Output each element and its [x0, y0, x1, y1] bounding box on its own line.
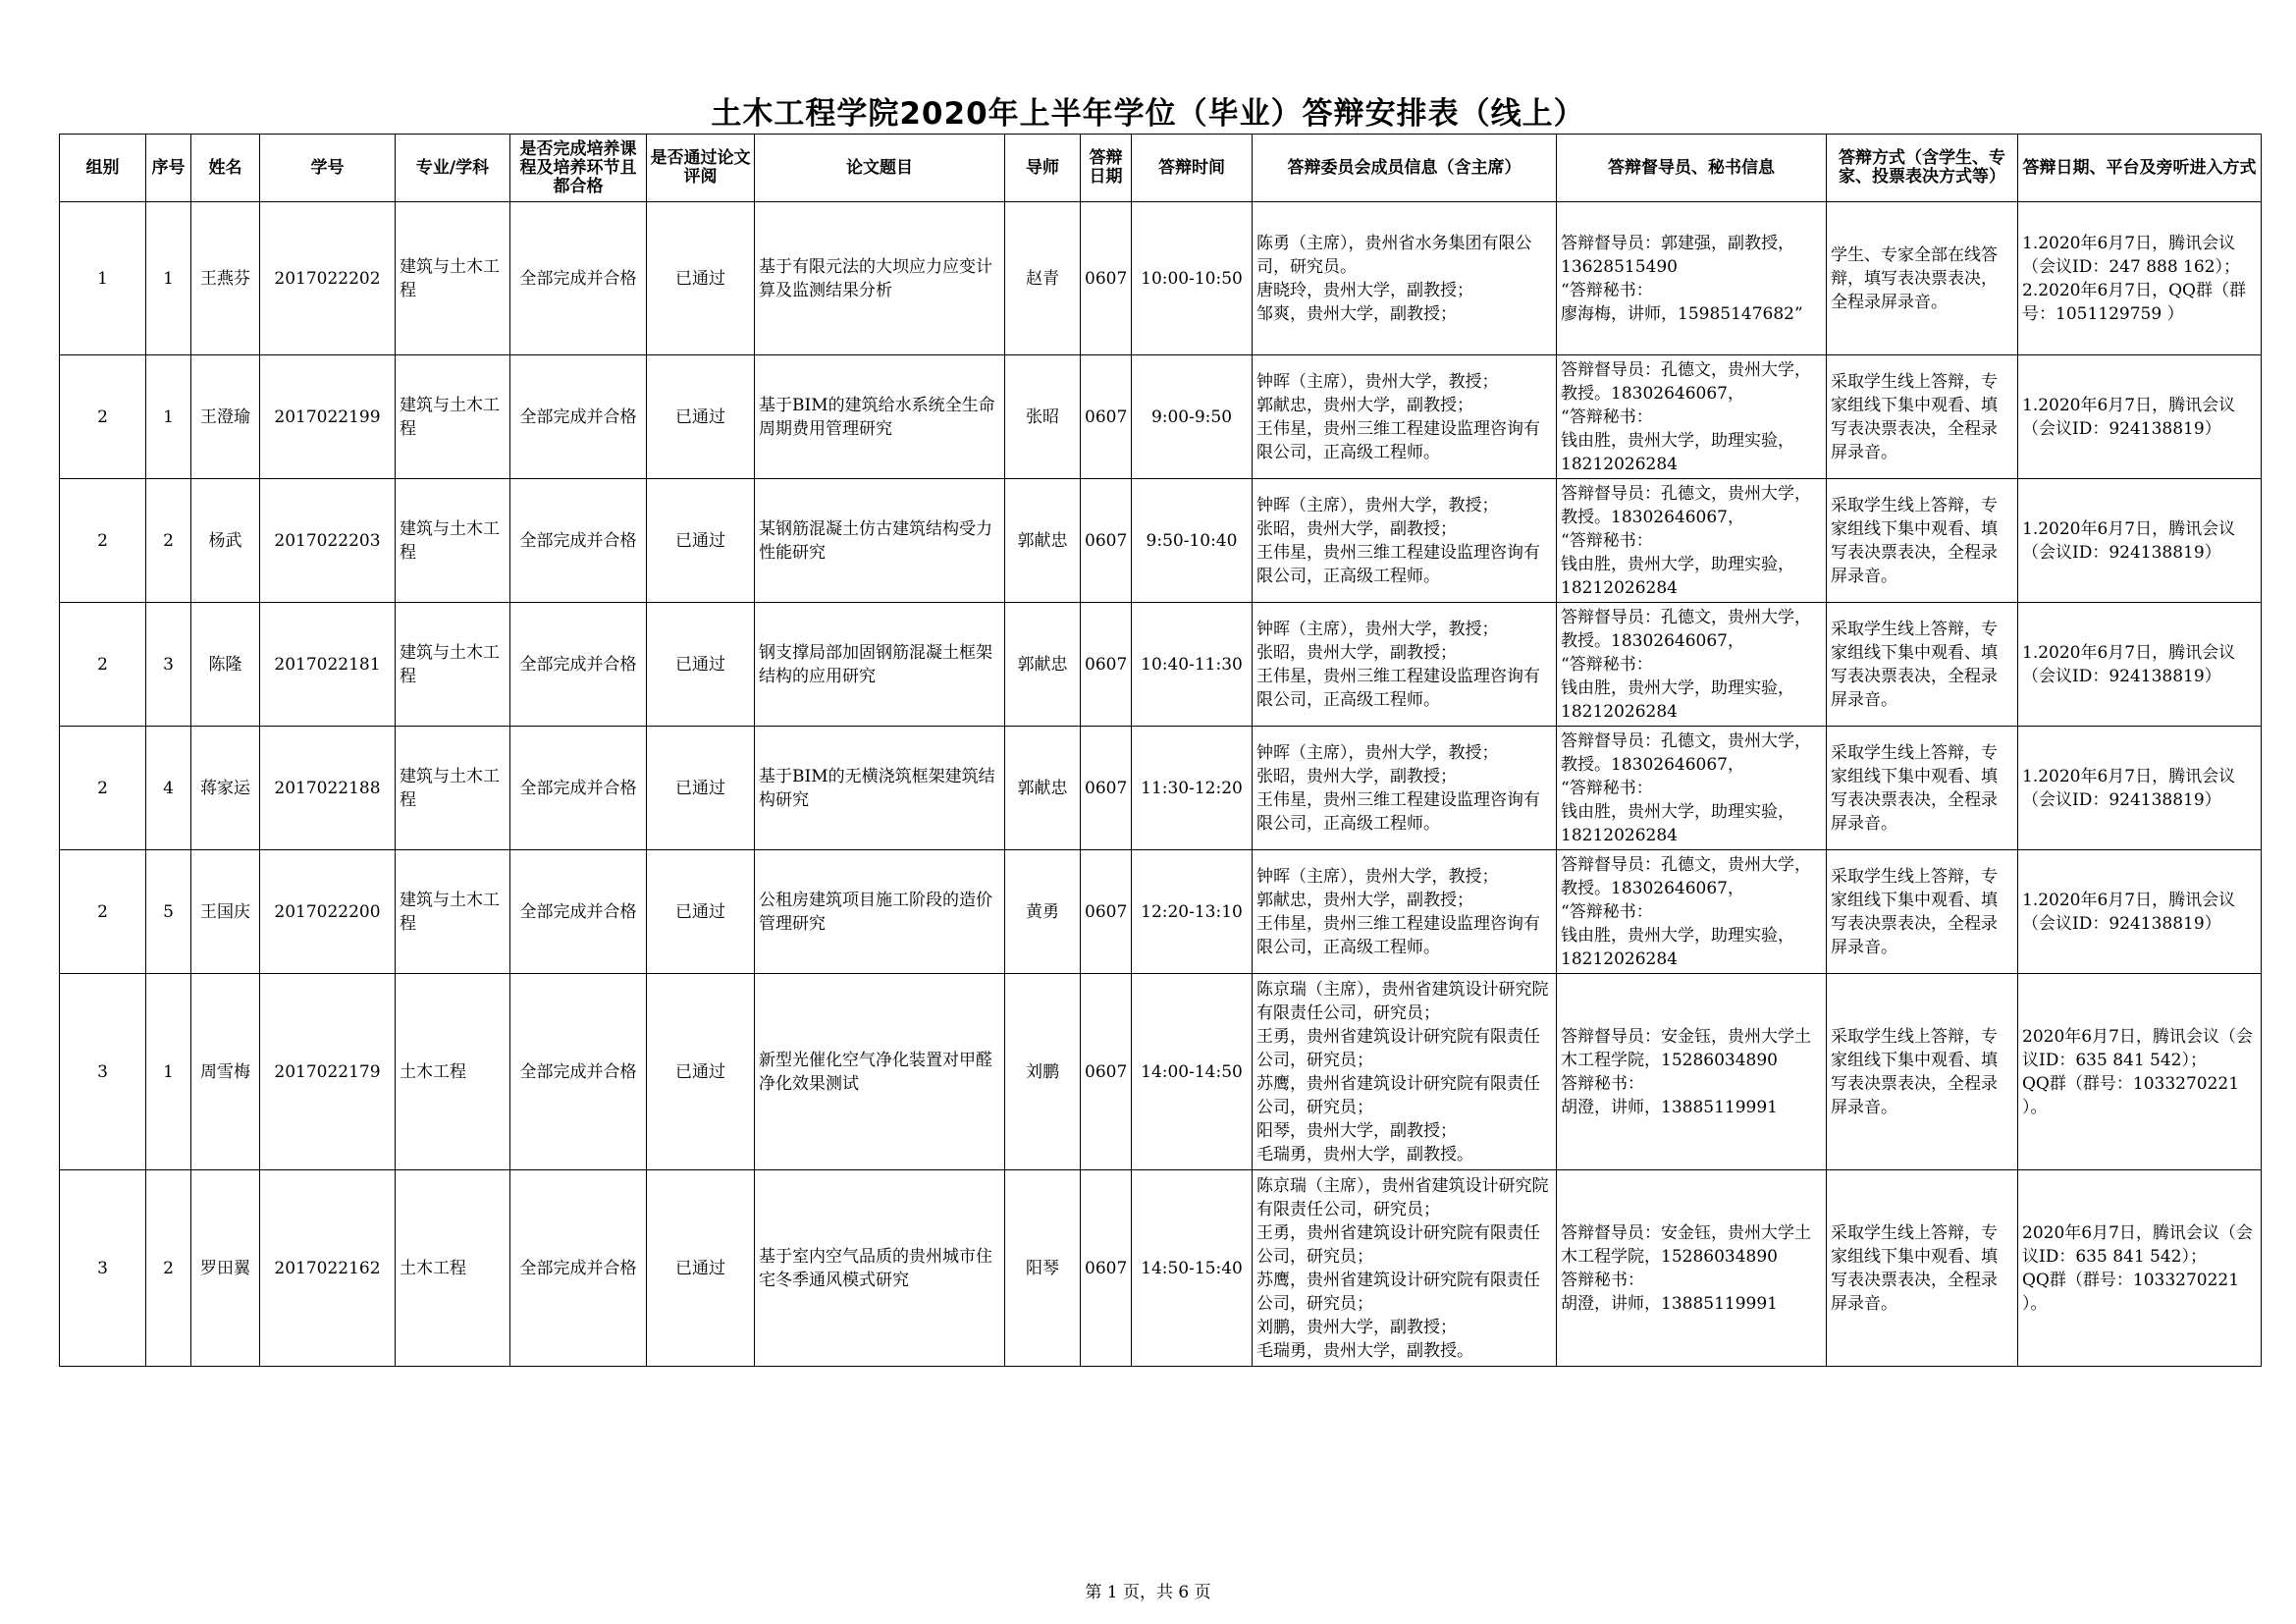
- cell-advisor: 黄勇: [1005, 850, 1081, 974]
- table-row: [60, 603, 2262, 727]
- cell-thesis: 基于BIM的建筑给水系统全生命周期费用管理研究: [755, 355, 1005, 479]
- cell-method: 采取学生线上答辩，专家组线下集中观看、填写表决票表决，全程录屏录音。: [1827, 974, 2018, 1170]
- col-header-seq: 序号: [146, 135, 191, 202]
- cell-time: 12:20-13:10: [1132, 850, 1253, 974]
- cell-platform: 1.2020年6月7日，腾讯会议（会议ID：924138819）: [2018, 603, 2262, 727]
- cell-time: 11:30-12:20: [1132, 727, 1253, 850]
- cell-advisor: 郭献忠: [1005, 727, 1081, 850]
- cell-committee: 钟晖（主席），贵州大学，教授； 郭献忠，贵州大学，副教授； 王伟星，贵州三维工程建设监理咨询有限公司，正高级工程师。: [1253, 850, 1557, 974]
- cell-time: 14:00-14:50: [1132, 974, 1253, 1170]
- cell-committee: 钟晖（主席），贵州大学，教授； 张昭，贵州大学，副教授； 王伟星，贵州三维工程建设监理咨询有限公司，正高级工程师。: [1253, 479, 1557, 603]
- cell-platform: 1.2020年6月7日，腾讯会议（会议ID：924138819）: [2018, 850, 2262, 974]
- cell-review: 已通过: [647, 727, 755, 850]
- table-row: [60, 479, 2262, 603]
- cell-method: 采取学生线上答辩，专家组线下集中观看、填写表决票表决，全程录屏录音。: [1827, 1170, 2018, 1367]
- col-header-platform: 答辩日期、平台及旁听进入方式: [2018, 135, 2262, 202]
- cell-courses: 全部完成并合格: [510, 974, 647, 1170]
- cell-seq: 5: [146, 850, 191, 974]
- col-header-group: 组别: [60, 135, 146, 202]
- col-header-advisor: 导师: [1005, 135, 1081, 202]
- cell-review: 已通过: [647, 603, 755, 727]
- cell-supervisor: 答辩督导员：孔德文，贵州大学，教授。18302646067， “答辩秘书： 钱由胜，贵州大学，助理实验，18212026284: [1557, 355, 1827, 479]
- cell-review: 已通过: [647, 479, 755, 603]
- cell-time: 10:40-11:30: [1132, 603, 1253, 727]
- cell-method: 采取学生线上答辩，专家组线下集中观看、填写表决票表决，全程录屏录音。: [1827, 355, 2018, 479]
- cell-seq: 4: [146, 727, 191, 850]
- cell-group: 2: [60, 850, 146, 974]
- col-header-date: 答辩日期: [1081, 135, 1132, 202]
- page-footer: 第 1 页，共 6 页: [1085, 1583, 1211, 1602]
- col-header-courses: 是否完成培养课程及培养环节且都合格: [510, 135, 647, 202]
- col-header-supervisor: 答辩督导员、秘书信息: [1557, 135, 1827, 202]
- cell-platform: 2020年6月7日，腾讯会议（会议ID：635 841 542）； QQ群（群号：1033270221 ）。: [2018, 1170, 2262, 1367]
- cell-student-id: 2017022179: [260, 974, 396, 1170]
- cell-date: 0607: [1081, 850, 1132, 974]
- cell-courses: 全部完成并合格: [510, 202, 647, 355]
- cell-method: 学生、专家全部在线答辩，填写表决票表决，全程录屏录音。: [1827, 202, 2018, 355]
- table-row: [60, 727, 2262, 850]
- cell-name: 王澄瑜: [191, 355, 260, 479]
- cell-advisor: 郭献忠: [1005, 479, 1081, 603]
- cell-courses: 全部完成并合格: [510, 727, 647, 850]
- cell-student-id: 2017022181: [260, 603, 396, 727]
- cell-supervisor: 答辩督导员：孔德文，贵州大学，教授。18302646067， “答辩秘书： 钱由胜，贵州大学，助理实验，18212026284: [1557, 850, 1827, 974]
- cell-student-id: 2017022202: [260, 202, 396, 355]
- cell-committee: 钟晖（主席），贵州大学，教授； 张昭，贵州大学，副教授； 王伟星，贵州三维工程建设监理咨询有限公司，正高级工程师。: [1253, 727, 1557, 850]
- col-header-review: 是否通过论文评阅: [647, 135, 755, 202]
- col-header-student-id: 学号: [260, 135, 396, 202]
- cell-courses: 全部完成并合格: [510, 850, 647, 974]
- cell-time: 9:50-10:40: [1132, 479, 1253, 603]
- page-title: 土木工程学院2020年上半年学位（毕业）答辩安排表（线上）: [711, 96, 1585, 132]
- cell-group: 1: [60, 202, 146, 355]
- cell-method: 采取学生线上答辩，专家组线下集中观看、填写表决票表决，全程录屏录音。: [1827, 603, 2018, 727]
- cell-supervisor: 答辩督导员：郭建强，副教授，13628515490 “答辩秘书： 廖海梅，讲师，15985147682”: [1557, 202, 1827, 355]
- cell-student-id: 2017022200: [260, 850, 396, 974]
- cell-platform: 1.2020年6月7日，腾讯会议（会议ID：924138819）: [2018, 479, 2262, 603]
- cell-name: 罗田翼: [191, 1170, 260, 1367]
- cell-advisor: 赵青: [1005, 202, 1081, 355]
- cell-name: 王国庆: [191, 850, 260, 974]
- cell-time: 10:00-10:50: [1132, 202, 1253, 355]
- cell-committee: 陈京瑞（主席），贵州省建筑设计研究院有限责任公司，研究员； 王勇，贵州省建筑设计研究院有限责任公司，研究员； 苏鹰，贵州省建筑设计研究院有限责任公司，研究员； 阳琴，贵州大学，副教授； 毛瑞勇，贵州大学，副教授。: [1253, 974, 1557, 1170]
- cell-seq: 2: [146, 479, 191, 603]
- cell-group: 2: [60, 355, 146, 479]
- cell-group: 2: [60, 727, 146, 850]
- cell-date: 0607: [1081, 1170, 1132, 1367]
- cell-seq: 1: [146, 202, 191, 355]
- cell-thesis: 基于有限元法的大坝应力应变计算及监测结果分析: [755, 202, 1005, 355]
- cell-committee: 陈勇（主席），贵州省水务集团有限公司，研究员。 唐晓玲，贵州大学，副教授； 邹爽，贵州大学，副教授；: [1253, 202, 1557, 355]
- cell-group: 2: [60, 603, 146, 727]
- cell-thesis: 钢支撑局部加固钢筋混凝土框架结构的应用研究: [755, 603, 1005, 727]
- cell-date: 0607: [1081, 603, 1132, 727]
- cell-supervisor: 答辩督导员：孔德文，贵州大学，教授。18302646067， “答辩秘书： 钱由胜，贵州大学，助理实验，18212026284: [1557, 727, 1827, 850]
- cell-method: 采取学生线上答辩，专家组线下集中观看、填写表决票表决，全程录屏录音。: [1827, 850, 2018, 974]
- cell-committee: 陈京瑞（主席），贵州省建筑设计研究院有限责任公司，研究员； 王勇，贵州省建筑设计研究院有限责任公司，研究员； 苏鹰，贵州省建筑设计研究院有限责任公司，研究员； 刘鹏，贵州大学，副教授； 毛瑞勇，贵州大学，副教授。: [1253, 1170, 1557, 1367]
- cell-seq: 1: [146, 974, 191, 1170]
- cell-advisor: 郭献忠: [1005, 603, 1081, 727]
- cell-courses: 全部完成并合格: [510, 355, 647, 479]
- schedule-table: [59, 134, 2262, 1367]
- col-header-major: 专业/学科: [396, 135, 510, 202]
- cell-platform: 1.2020年6月7日，腾讯会议（会议ID：924138819）: [2018, 355, 2262, 479]
- cell-student-id: 2017022203: [260, 479, 396, 603]
- cell-group: 3: [60, 1170, 146, 1367]
- table-row: [60, 1170, 2262, 1367]
- cell-group: 3: [60, 974, 146, 1170]
- cell-name: 周雪梅: [191, 974, 260, 1170]
- cell-date: 0607: [1081, 479, 1132, 603]
- cell-review: 已通过: [647, 850, 755, 974]
- cell-major: 建筑与土木工程: [396, 603, 510, 727]
- cell-major: 建筑与土木工程: [396, 355, 510, 479]
- cell-method: 采取学生线上答辩，专家组线下集中观看、填写表决票表决，全程录屏录音。: [1827, 727, 2018, 850]
- cell-time: 14:50-15:40: [1132, 1170, 1253, 1367]
- cell-courses: 全部完成并合格: [510, 479, 647, 603]
- cell-major: 建筑与土木工程: [396, 202, 510, 355]
- cell-student-id: 2017022188: [260, 727, 396, 850]
- cell-date: 0607: [1081, 355, 1132, 479]
- cell-courses: 全部完成并合格: [510, 603, 647, 727]
- table-row: [60, 850, 2262, 974]
- cell-review: 已通过: [647, 974, 755, 1170]
- cell-major: 建筑与土木工程: [396, 727, 510, 850]
- cell-date: 0607: [1081, 974, 1132, 1170]
- cell-group: 2: [60, 479, 146, 603]
- cell-platform: 1.2020年6月7日，腾讯会议（会议ID：924138819）: [2018, 727, 2262, 850]
- cell-supervisor: 答辩督导员：安金钰，贵州大学土木工程学院，15286034890 答辩秘书： 胡澄，讲师，13885119991: [1557, 1170, 1827, 1367]
- cell-thesis: 新型光催化空气净化装置对甲醛净化效果测试: [755, 974, 1005, 1170]
- cell-major: 土木工程: [396, 974, 510, 1170]
- col-header-time: 答辩时间: [1132, 135, 1253, 202]
- col-header-name: 姓名: [191, 135, 260, 202]
- cell-name: 王燕芬: [191, 202, 260, 355]
- table-row: [60, 974, 2262, 1170]
- cell-thesis: 公租房建筑项目施工阶段的造价管理研究: [755, 850, 1005, 974]
- cell-review: 已通过: [647, 202, 755, 355]
- cell-thesis: 基于室内空气品质的贵州城市住宅冬季通风模式研究: [755, 1170, 1005, 1367]
- col-header-committee: 答辩委员会成员信息（含主席）: [1253, 135, 1557, 202]
- cell-platform: 1.2020年6月7日，腾讯会议（会议ID：247 888 162）； 2.2020年6月7日，QQ群（群号：1051129759 ）: [2018, 202, 2262, 355]
- cell-time: 9:00-9:50: [1132, 355, 1253, 479]
- cell-method: 采取学生线上答辩，专家组线下集中观看、填写表决票表决，全程录屏录音。: [1827, 479, 2018, 603]
- table-row: [60, 202, 2262, 355]
- cell-review: 已通过: [647, 1170, 755, 1367]
- cell-name: 蒋家运: [191, 727, 260, 850]
- cell-supervisor: 答辩督导员：安金钰，贵州大学土木工程学院，15286034890 答辩秘书： 胡澄，讲师，13885119991: [1557, 974, 1827, 1170]
- cell-platform: 2020年6月7日，腾讯会议（会议ID：635 841 542）； QQ群（群号：1033270221 ）。: [2018, 974, 2262, 1170]
- cell-date: 0607: [1081, 202, 1132, 355]
- cell-student-id: 2017022162: [260, 1170, 396, 1367]
- table-row: [60, 355, 2262, 479]
- header-row: [60, 135, 2262, 202]
- cell-committee: 钟晖（主席），贵州大学，教授； 郭献忠，贵州大学，副教授； 王伟星，贵州三维工程建设监理咨询有限公司，正高级工程师。: [1253, 355, 1557, 479]
- cell-courses: 全部完成并合格: [510, 1170, 647, 1367]
- cell-seq: 3: [146, 603, 191, 727]
- cell-name: 陈隆: [191, 603, 260, 727]
- cell-advisor: 阳琴: [1005, 1170, 1081, 1367]
- cell-thesis: 某钢筋混凝土仿古建筑结构受力性能研究: [755, 479, 1005, 603]
- cell-review: 已通过: [647, 355, 755, 479]
- cell-name: 杨武: [191, 479, 260, 603]
- cell-date: 0607: [1081, 727, 1132, 850]
- cell-supervisor: 答辩督导员：孔德文，贵州大学，教授。18302646067， “答辩秘书： 钱由胜，贵州大学，助理实验，18212026284: [1557, 603, 1827, 727]
- col-header-method: 答辩方式（含学生、专家、投票表决方式等）: [1827, 135, 2018, 202]
- cell-supervisor: 答辩督导员：孔德文，贵州大学，教授。18302646067， “答辩秘书： 钱由胜，贵州大学，助理实验，18212026284: [1557, 479, 1827, 603]
- cell-major: 土木工程: [396, 1170, 510, 1367]
- cell-advisor: 张昭: [1005, 355, 1081, 479]
- cell-major: 建筑与土木工程: [396, 479, 510, 603]
- col-header-thesis: 论文题目: [755, 135, 1005, 202]
- cell-major: 建筑与土木工程: [396, 850, 510, 974]
- cell-advisor: 刘鹏: [1005, 974, 1081, 1170]
- cell-thesis: 基于BIM的无横浇筑框架建筑结构研究: [755, 727, 1005, 850]
- cell-student-id: 2017022199: [260, 355, 396, 479]
- cell-seq: 1: [146, 355, 191, 479]
- cell-committee: 钟晖（主席），贵州大学，教授； 张昭，贵州大学，副教授； 王伟星，贵州三维工程建设监理咨询有限公司，正高级工程师。: [1253, 603, 1557, 727]
- cell-seq: 2: [146, 1170, 191, 1367]
